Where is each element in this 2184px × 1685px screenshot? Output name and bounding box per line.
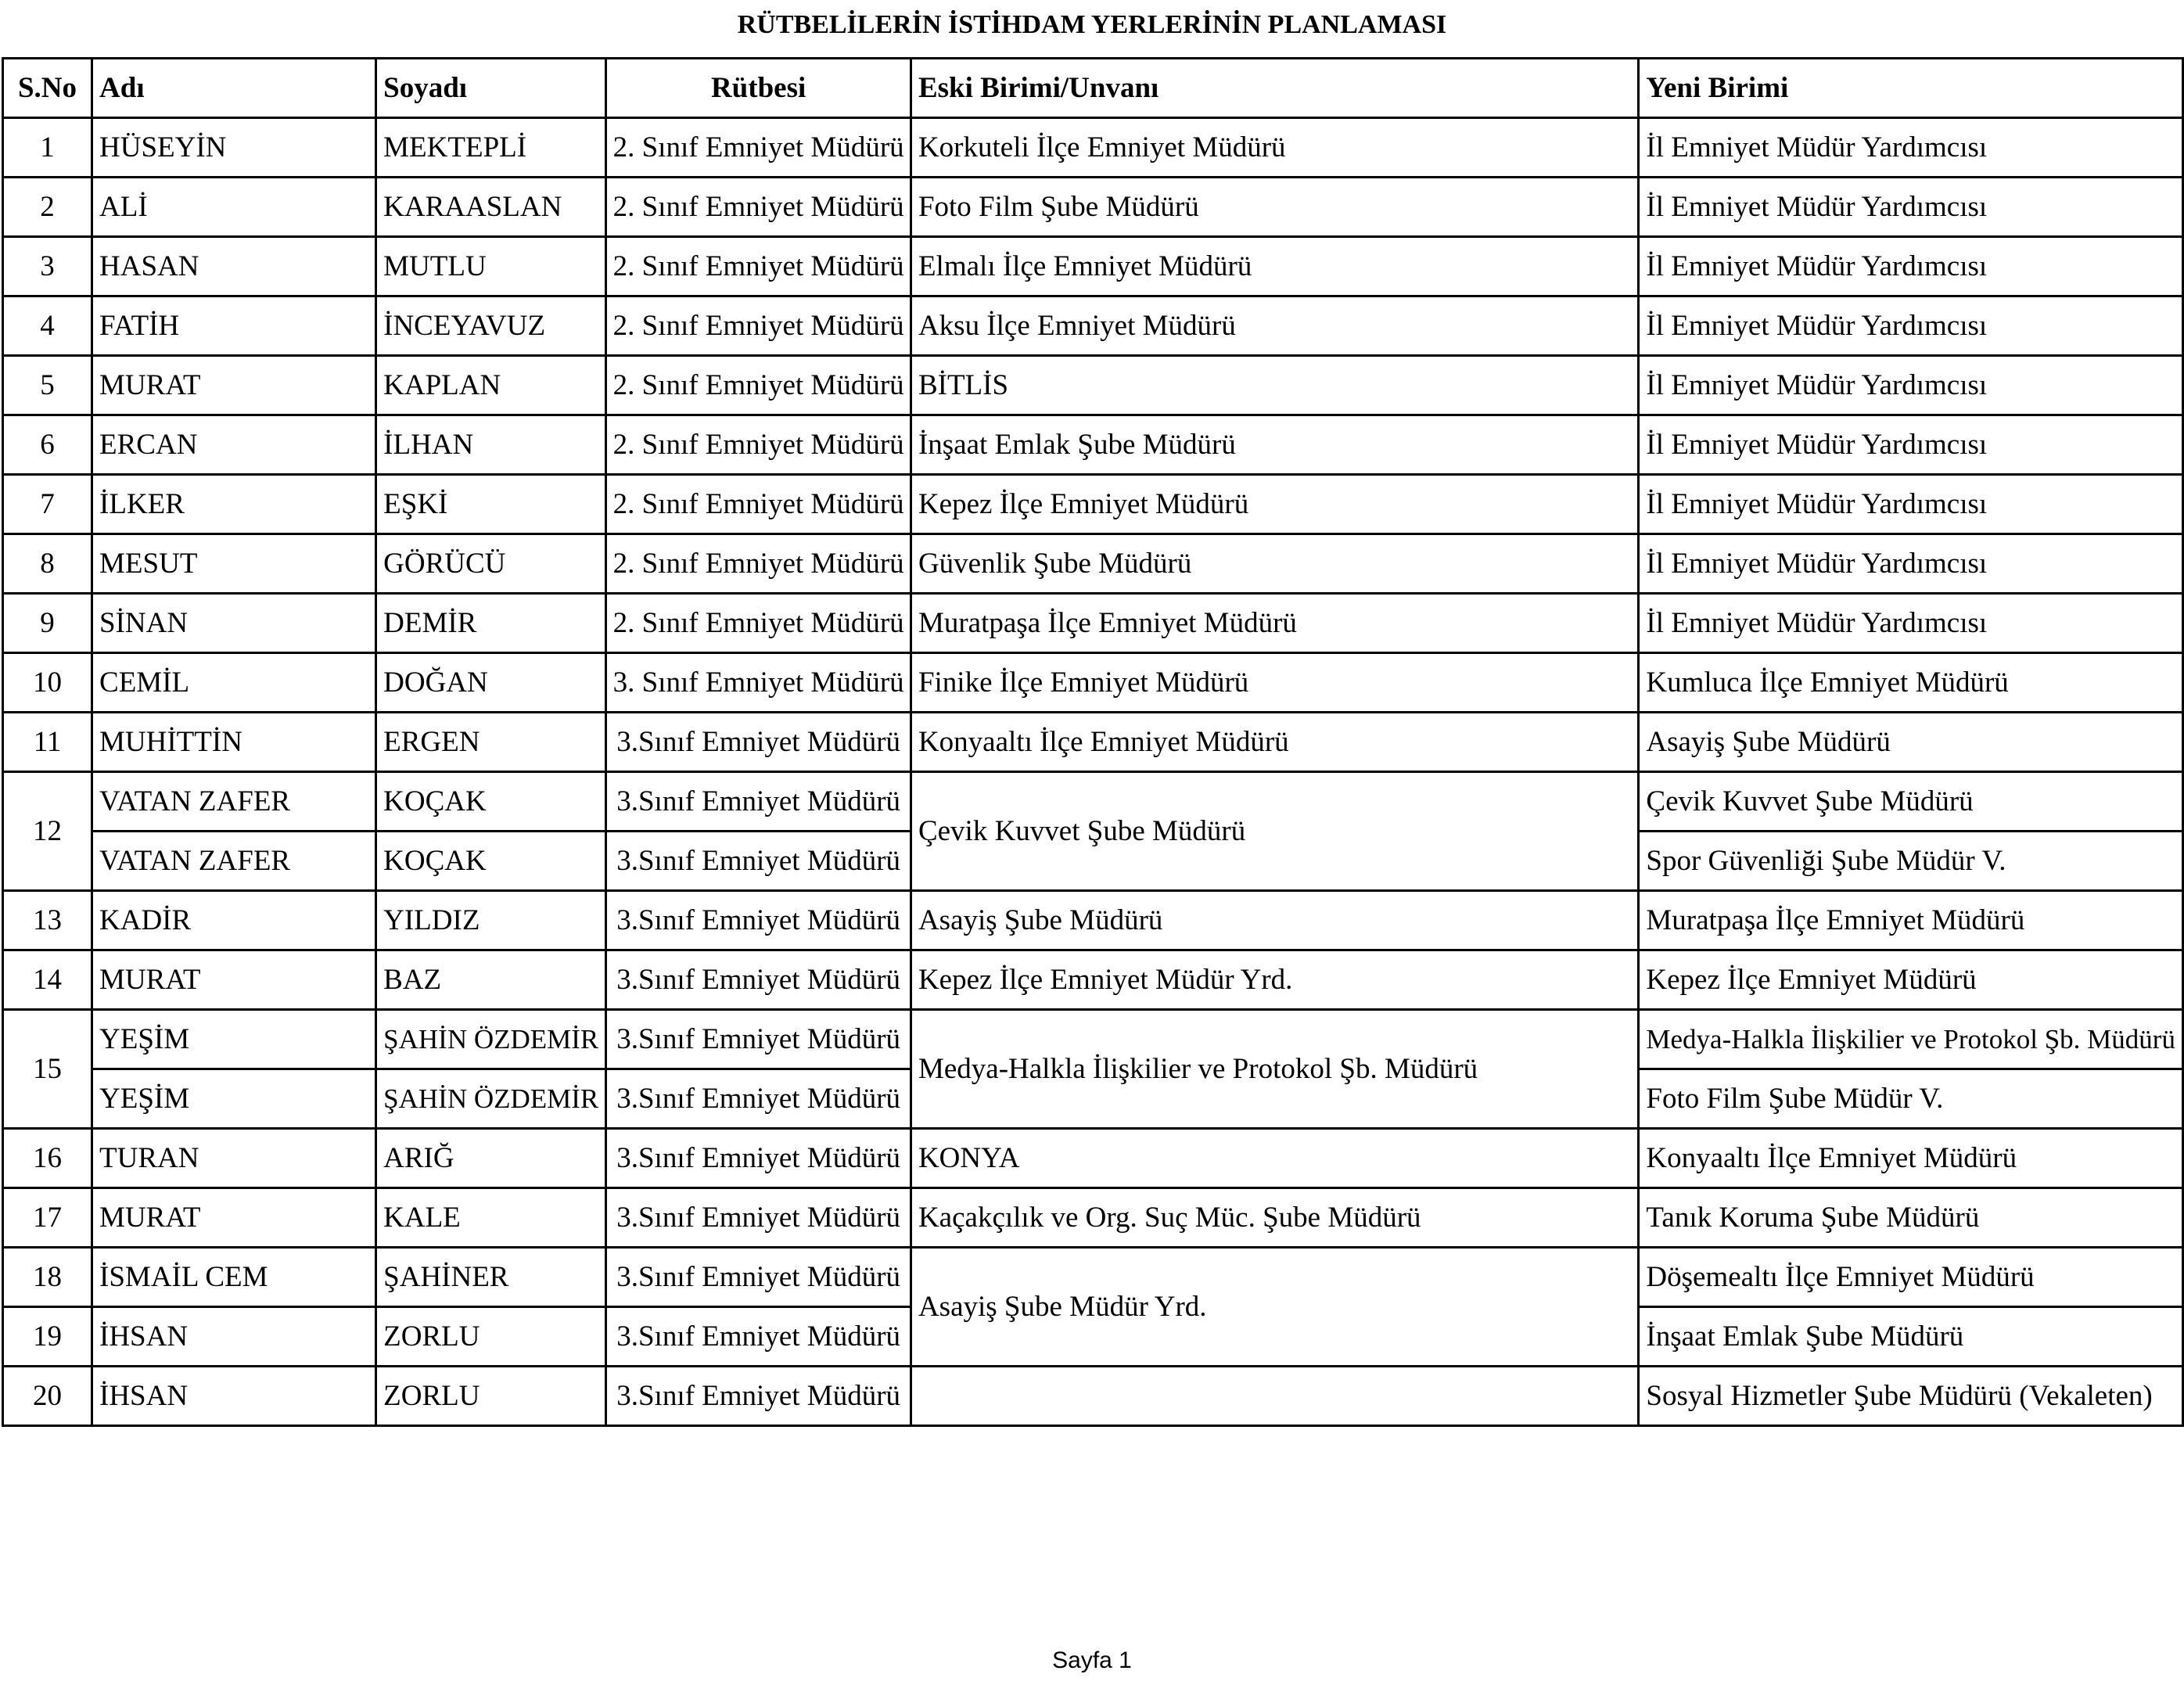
cell-no: 10 [3, 653, 92, 713]
header-rank: Rütbesi [606, 59, 911, 118]
table-row [3, 415, 2183, 475]
cell-no: 4 [3, 296, 92, 356]
cell-first-name: YEŞİM [92, 1069, 376, 1129]
cell-first-name: MURAT [92, 1188, 376, 1248]
cell-new-unit: Sosyal Hizmetler Şube Müdürü (Vekaleten) [1639, 1367, 2183, 1426]
table-row [3, 1248, 2183, 1307]
cell-rank: 2. Sınıf Emniyet Müdürü [606, 415, 911, 475]
cell-last-name: ZORLU [376, 1367, 606, 1426]
cell-first-name: YEŞİM [92, 1010, 376, 1069]
table-row [3, 475, 2183, 534]
table-row [3, 534, 2183, 594]
cell-new-unit: Spor Güvenliği Şube Müdür V. [1639, 832, 2183, 891]
cell-first-name: MESUT [92, 534, 376, 594]
cell-no: 18 [3, 1248, 92, 1307]
cell-old-unit: Medya-Halkla İlişkilier ve Protokol Şb. Müdürü [911, 1010, 1638, 1129]
page-number: Sayfa 1 [1052, 1647, 1132, 1673]
cell-old-unit: Korkuteli İlçe Emniyet Müdürü [911, 118, 1638, 178]
cell-no: 16 [3, 1129, 92, 1188]
cell-new-unit: İl Emniyet Müdür Yardımcısı [1639, 178, 2183, 237]
cell-first-name: İSMAİL CEM [92, 1248, 376, 1307]
cell-old-unit: Konyaaltı İlçe Emniyet Müdürü [911, 713, 1638, 772]
cell-rank: 3.Sınıf Emniyet Müdürü [606, 713, 911, 772]
cell-new-unit: İl Emniyet Müdür Yardımcısı [1639, 237, 2183, 296]
table-row [3, 178, 2183, 237]
cell-last-name: ŞAHİN ÖZDEMİR [376, 1010, 606, 1069]
cell-rank: 3.Sınıf Emniyet Müdürü [606, 1129, 911, 1188]
cell-first-name: VATAN ZAFER [92, 832, 376, 891]
table-row [3, 356, 2183, 415]
cell-first-name: CEMİL [92, 653, 376, 713]
cell-rank: 3.Sınıf Emniyet Müdürü [606, 772, 911, 832]
cell-old-unit: KONYA [911, 1129, 1638, 1188]
header-last-name: Soyadı [376, 59, 606, 118]
cell-rank: 2. Sınıf Emniyet Müdürü [606, 475, 911, 534]
cell-new-unit: Kumluca İlçe Emniyet Müdürü [1639, 653, 2183, 713]
cell-last-name: KOÇAK [376, 772, 606, 832]
cell-no: 8 [3, 534, 92, 594]
header-new-unit: Yeni Birimi [1639, 59, 2183, 118]
cell-rank: 2. Sınıf Emniyet Müdürü [606, 118, 911, 178]
cell-last-name: BAZ [376, 950, 606, 1010]
header-row [3, 59, 2183, 118]
cell-first-name: FATİH [92, 296, 376, 356]
cell-first-name: HÜSEYİN [92, 118, 376, 178]
cell-last-name: GÖRÜCÜ [376, 534, 606, 594]
cell-first-name: MURAT [92, 356, 376, 415]
cell-old-unit: İnşaat Emlak Şube Müdürü [911, 415, 1638, 475]
cell-no: 6 [3, 415, 92, 475]
cell-new-unit: Tanık Koruma Şube Müdürü [1639, 1188, 2183, 1248]
table-row [3, 1188, 2183, 1248]
cell-rank: 3.Sınıf Emniyet Müdürü [606, 1367, 911, 1426]
cell-new-unit: Asayiş Şube Müdürü [1639, 713, 2183, 772]
table-row [3, 296, 2183, 356]
cell-new-unit: Döşemealtı İlçe Emniyet Müdürü [1639, 1248, 2183, 1307]
cell-no: 15 [3, 1010, 92, 1129]
cell-no: 19 [3, 1307, 92, 1367]
cell-last-name: DEMİR [376, 594, 606, 653]
cell-old-unit: Asayiş Şube Müdürü [911, 891, 1638, 950]
cell-old-unit: BİTLİS [911, 356, 1638, 415]
cell-first-name: İLKER [92, 475, 376, 534]
cell-no: 11 [3, 713, 92, 772]
cell-rank: 2. Sınıf Emniyet Müdürü [606, 356, 911, 415]
cell-new-unit: İl Emniyet Müdür Yardımcısı [1639, 594, 2183, 653]
cell-last-name: ERGEN [376, 713, 606, 772]
header-first-name: Adı [92, 59, 376, 118]
cell-last-name: MEKTEPLİ [376, 118, 606, 178]
cell-new-unit: Foto Film Şube Müdür V. [1639, 1069, 2183, 1129]
cell-old-unit: Asayiş Şube Müdür Yrd. [911, 1248, 1638, 1367]
cell-last-name: KOÇAK [376, 832, 606, 891]
cell-no: 9 [3, 594, 92, 653]
cell-first-name: MUHİTTİN [92, 713, 376, 772]
cell-first-name: KADİR [92, 891, 376, 950]
cell-last-name: ZORLU [376, 1307, 606, 1367]
header-no: S.No [3, 59, 92, 118]
cell-old-unit: Foto Film Şube Müdürü [911, 178, 1638, 237]
cell-rank: 2. Sınıf Emniyet Müdürü [606, 237, 911, 296]
cell-old-unit: Finike İlçe Emniyet Müdürü [911, 653, 1638, 713]
cell-first-name: ERCAN [92, 415, 376, 475]
cell-old-unit [911, 1367, 1638, 1426]
assignment-table [2, 57, 2184, 1427]
cell-first-name: ALİ [92, 178, 376, 237]
cell-no: 1 [3, 118, 92, 178]
cell-old-unit: Kaçakçılık ve Org. Suç Müc. Şube Müdürü [911, 1188, 1638, 1248]
cell-last-name: ŞAHİN ÖZDEMİR [376, 1069, 606, 1129]
table-row [3, 1367, 2183, 1426]
cell-first-name: VATAN ZAFER [92, 772, 376, 832]
cell-old-unit: Kepez İlçe Emniyet Müdür Yrd. [911, 950, 1638, 1010]
cell-old-unit: Aksu İlçe Emniyet Müdürü [911, 296, 1638, 356]
cell-old-unit: Kepez İlçe Emniyet Müdürü [911, 475, 1638, 534]
table-row [3, 653, 2183, 713]
cell-no: 3 [3, 237, 92, 296]
cell-old-unit: Elmalı İlçe Emniyet Müdürü [911, 237, 1638, 296]
cell-last-name: İLHAN [376, 415, 606, 475]
cell-rank: 3.Sınıf Emniyet Müdürü [606, 1248, 911, 1307]
cell-first-name: MURAT [92, 950, 376, 1010]
cell-rank: 3. Sınıf Emniyet Müdürü [606, 653, 911, 713]
cell-last-name: KAPLAN [376, 356, 606, 415]
cell-no: 2 [3, 178, 92, 237]
cell-new-unit: Konyaaltı İlçe Emniyet Müdürü [1639, 1129, 2183, 1188]
cell-rank: 2. Sınıf Emniyet Müdürü [606, 594, 911, 653]
table-row [3, 237, 2183, 296]
table-row [3, 1010, 2183, 1069]
table-row [3, 772, 2183, 832]
cell-rank: 3.Sınıf Emniyet Müdürü [606, 891, 911, 950]
cell-old-unit: Muratpaşa İlçe Emniyet Müdürü [911, 594, 1638, 653]
cell-no: 17 [3, 1188, 92, 1248]
cell-last-name: YILDIZ [376, 891, 606, 950]
table-row [3, 1129, 2183, 1188]
cell-first-name: HASAN [92, 237, 376, 296]
cell-rank: 3.Sınıf Emniyet Müdürü [606, 1188, 911, 1248]
header-old-unit: Eski Birimi/Unvanı [911, 59, 1638, 118]
cell-new-unit: İl Emniyet Müdür Yardımcısı [1639, 415, 2183, 475]
cell-rank: 2. Sınıf Emniyet Müdürü [606, 178, 911, 237]
cell-rank: 2. Sınıf Emniyet Müdürü [606, 534, 911, 594]
cell-rank: 2. Sınıf Emniyet Müdürü [606, 296, 911, 356]
cell-no: 13 [3, 891, 92, 950]
table-row [3, 950, 2183, 1010]
cell-new-unit: İl Emniyet Müdür Yardımcısı [1639, 296, 2183, 356]
document-title: RÜTBELİLERİN İSTİHDAM YERLERİNİN PLANLAMASI [737, 10, 1447, 39]
table-row [3, 713, 2183, 772]
cell-no: 5 [3, 356, 92, 415]
cell-last-name: KARAASLAN [376, 178, 606, 237]
cell-rank: 3.Sınıf Emniyet Müdürü [606, 1307, 911, 1367]
cell-rank: 3.Sınıf Emniyet Müdürü [606, 950, 911, 1010]
table-row [3, 594, 2183, 653]
cell-last-name: DOĞAN [376, 653, 606, 713]
cell-first-name: İHSAN [92, 1367, 376, 1426]
cell-old-unit: Çevik Kuvvet Şube Müdürü [911, 772, 1638, 891]
cell-no: 7 [3, 475, 92, 534]
cell-new-unit: Medya-Halkla İlişkilier ve Protokol Şb. Müdürü [1639, 1010, 2183, 1069]
table-row [3, 891, 2183, 950]
table-row [3, 118, 2183, 178]
cell-first-name: SİNAN [92, 594, 376, 653]
cell-first-name: TURAN [92, 1129, 376, 1188]
cell-last-name: EŞKİ [376, 475, 606, 534]
cell-new-unit: İl Emniyet Müdür Yardımcısı [1639, 475, 2183, 534]
cell-last-name: KALE [376, 1188, 606, 1248]
cell-last-name: ARIĞ [376, 1129, 606, 1188]
cell-new-unit: Çevik Kuvvet Şube Müdürü [1639, 772, 2183, 832]
cell-last-name: İNCEYAVUZ [376, 296, 606, 356]
cell-rank: 3.Sınıf Emniyet Müdürü [606, 832, 911, 891]
cell-first-name: İHSAN [92, 1307, 376, 1367]
cell-rank: 3.Sınıf Emniyet Müdürü [606, 1010, 911, 1069]
cell-no: 20 [3, 1367, 92, 1426]
cell-last-name: MUTLU [376, 237, 606, 296]
cell-no: 14 [3, 950, 92, 1010]
cell-rank: 3.Sınıf Emniyet Müdürü [606, 1069, 911, 1129]
cell-new-unit: Kepez İlçe Emniyet Müdürü [1639, 950, 2183, 1010]
cell-old-unit: Güvenlik Şube Müdürü [911, 534, 1638, 594]
cell-new-unit: İl Emniyet Müdür Yardımcısı [1639, 534, 2183, 594]
cell-new-unit: İl Emniyet Müdür Yardımcısı [1639, 118, 2183, 178]
cell-new-unit: İl Emniyet Müdür Yardımcısı [1639, 356, 2183, 415]
cell-new-unit: Muratpaşa İlçe Emniyet Müdürü [1639, 891, 2183, 950]
cell-new-unit: İnşaat Emlak Şube Müdürü [1639, 1307, 2183, 1367]
cell-no: 12 [3, 772, 92, 891]
cell-last-name: ŞAHİNER [376, 1248, 606, 1307]
